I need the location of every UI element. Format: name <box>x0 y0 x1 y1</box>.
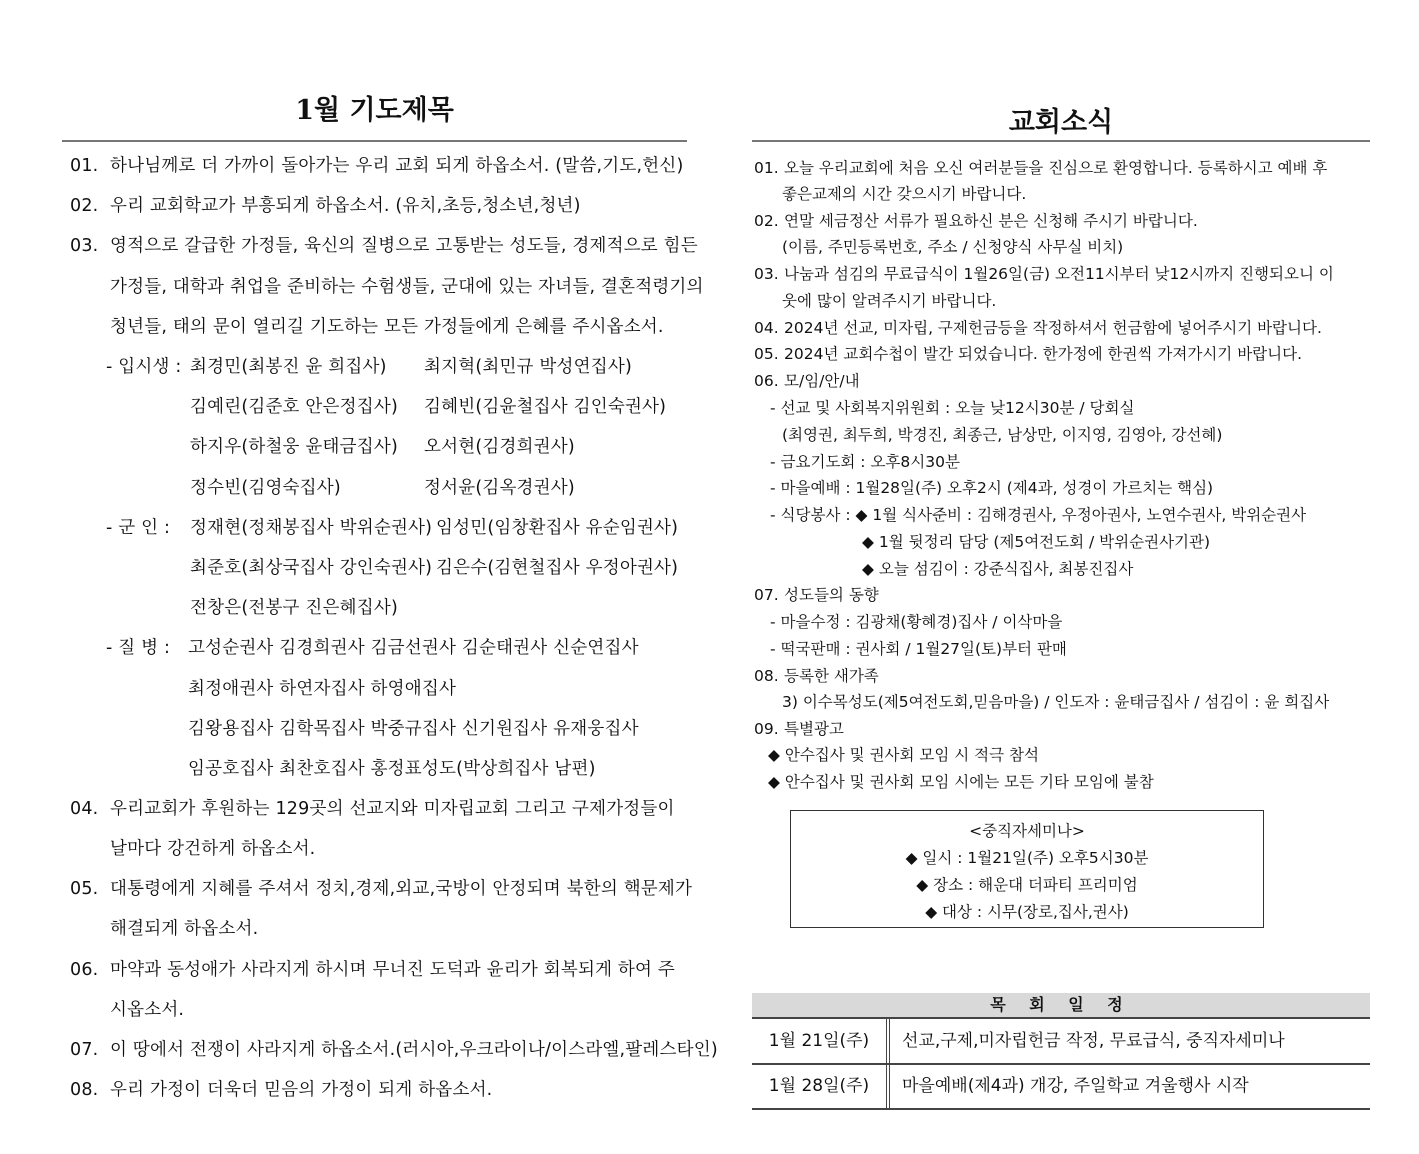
prayer-title-rule <box>62 140 687 142</box>
news-line: - 금요기도회 : 오후8시30분 <box>770 453 960 471</box>
news-line: 02. 연말 세금정산 서류가 필요하신 분은 신청해 주시기 바랍니다. <box>754 212 1198 230</box>
news-line: 좋은교제의 시간 갖으시기 바랍니다. <box>782 185 1027 203</box>
name-entry: 최준호(최상국집사 강인숙권사) <box>190 558 433 578</box>
news-line: ◆ 안수집사 및 권사회 모임 시에는 모든 기타 모임에 불참 <box>768 773 1154 791</box>
news-line: - 선교 및 사회복지위원회 : 오늘 낮12시30분 / 당회실 <box>770 399 1135 417</box>
news-line: 01. 오늘 우리교회에 처음 오신 여러분들을 진심으로 환영합니다. 등록하시고 예배 후 <box>754 159 1328 177</box>
sick-names: 김왕용집사 김학목집사 박중규집사 신기원집사 유재웅집사 <box>188 719 639 739</box>
name-entry: 최지혁(최민규 박성연집사) <box>424 357 632 377</box>
sick-names: 최정애권사 하연자집사 하영애집사 <box>188 679 457 699</box>
news-line: 04. 2024년 선교, 미자립, 구제헌금등을 작정하셔서 헌금함에 넣어주시기 바랍니다. <box>754 319 1322 337</box>
exam-label: - 입시생 : <box>106 357 182 377</box>
prayer-item: 06. 마약과 동성애가 사라지게 하시며 무너진 도덕과 윤리가 회복되게 하여 주 <box>70 960 676 980</box>
news-line: 웃에 많이 알려주시기 바랍니다. <box>782 292 997 310</box>
seminar-title: <중직자세미나> <box>969 822 1085 840</box>
prayer-item: 해결되게 하옵소서. <box>110 919 259 939</box>
news-title: 교회소식 <box>1008 107 1114 138</box>
news-line: - 마을수정 : 김광채(황혜경)집사 / 이삭마을 <box>770 613 1063 631</box>
news-line: (이름, 주민등록번호, 주소 / 신청양식 사무실 비치) <box>782 238 1124 256</box>
prayer-item: 청년들, 태의 문이 열리길 기도하는 모든 가정들에게 은혜를 주시옵소서. <box>110 317 664 337</box>
name-entry: 임성민(임창환집사 유순임권사) <box>436 518 679 538</box>
sick-names: 임공호집사 최찬호집사 홍정표성도(박상희집사 남편) <box>188 759 596 779</box>
name-entry: 정재현(정채봉집사 박위순권사) <box>190 518 433 538</box>
prayer-item: 04. 우리교회가 후원하는 129곳의 선교지와 미자립교회 그리고 구제가정들이 <box>70 799 675 819</box>
schedule-row <box>752 1019 1370 1065</box>
prayer-item: 시옵소서. <box>110 1000 185 1020</box>
prayer-item: 가정들, 대학과 취업을 준비하는 수험생들, 군대에 있는 자녀들, 결혼적령기의 <box>110 277 704 297</box>
name-entry: 하지우(하철웅 윤태금집사) <box>190 437 398 457</box>
seminar-line: ◆ 일시 : 1월21일(주) 오후5시30분 <box>905 849 1149 867</box>
news-line: 09. 특별광고 <box>754 720 844 738</box>
prayer-item: 02. 우리 교회학교가 부흥되게 하옵소서. (유치,초등,청소년,청년) <box>70 196 581 216</box>
prayer-item: 03. 영적으로 갈급한 가정들, 육신의 질병으로 고통받는 성도들, 경제적으로 힘든 <box>70 236 698 256</box>
news-line: 06. 모/임/안/내 <box>754 372 860 390</box>
name-entry: 오서현(김경희권사) <box>424 437 575 457</box>
news-line: 07. 성도들의 동향 <box>754 586 879 604</box>
seminar-box <box>790 810 1264 928</box>
schedule-date: 1월 21일(주) <box>752 1019 890 1063</box>
news-line: 05. 2024년 교회수첩이 발간 되었습니다. 한가정에 한권씩 가져가시기 바랍니다. <box>754 345 1303 363</box>
seminar-line: ◆ 장소 : 해운대 더파티 프리미엄 <box>916 876 1138 894</box>
prayer-item: 05. 대통령에게 지혜를 주셔서 정치,경제,외교,국방이 안정되며 북한의 핵문제가 <box>70 879 693 899</box>
news-line: - 마을예배 : 1월28일(주) 오후2시 (제4과, 성경이 가르치는 핵심) <box>770 479 1214 497</box>
news-line: 08. 등록한 새가족 <box>754 667 879 685</box>
news-line: 3) 이수목성도(제5여전도회,믿음마을) / 인도자 : 윤태금집사 / 섬김이 : 윤 희집사 <box>782 693 1330 711</box>
name-entry: 김은수(김현철집사 우정아권사) <box>436 558 679 578</box>
news-line: ◆ 오늘 섬김이 : 강준식집사, 최봉진집사 <box>862 560 1134 578</box>
name-entry: 김혜빈(김윤철집사 김인숙권사) <box>424 397 667 417</box>
news-line: - 떡국판매 : 권사회 / 1월27일(토)부터 판매 <box>770 640 1067 658</box>
schedule-date: 1월 28일(주) <box>752 1064 890 1108</box>
prayer-title: 1월 기도제목 <box>295 95 454 126</box>
name-entry: 정서윤(김옥경권사) <box>424 478 575 498</box>
name-entry: 전창은(전봉구 진은혜집사) <box>190 598 398 618</box>
sick-names: 고성순권사 김경희권사 김금선권사 김순태권사 신순연집사 <box>188 638 639 658</box>
news-title-rule <box>752 140 1370 142</box>
sick-label: - 질 병 : <box>106 638 171 658</box>
schedule-header: 목 회 일 정 <box>752 993 1370 1019</box>
news-line: (최영권, 최두희, 박경진, 최종근, 남상만, 이지영, 김영아, 강선혜) <box>782 426 1223 444</box>
name-entry: 정수빈(김영숙집사) <box>190 478 341 498</box>
seminar-line: ◆ 대상 : 시무(장로,집사,권사) <box>925 903 1129 921</box>
schedule-text: 마을예배(제4과) 개강, 주일학교 겨울행사 시작 <box>902 1076 1249 1096</box>
prayer-item: 07. 이 땅에서 전쟁이 사라지게 하옵소서.(러시아,우크라이나/이스라엘,팔레스타인) <box>70 1040 718 1060</box>
news-line: ◆ 1월 뒷정리 담당 (제5여전도회 / 박위순권사기관) <box>862 533 1211 551</box>
army-label: - 군 인 : <box>106 518 171 538</box>
name-entry: 최경민(최봉진 윤 희집사) <box>190 357 387 377</box>
news-line: 03. 나눔과 섬김의 무료급식이 1월26일(금) 오전11시부터 낮12시까지 진행되오니 이 <box>754 265 1334 283</box>
prayer-item: 01. 하나님께로 더 가까이 돌아가는 우리 교회 되게 하옵소서. (말씀,기도,헌신) <box>70 156 684 176</box>
prayer-item: 날마다 강건하게 하옵소서. <box>110 839 316 859</box>
name-entry: 김예린(김준호 안은정집사) <box>190 397 398 417</box>
news-line: - 식당봉사 : ◆ 1월 식사준비 : 김해경권사, 우정아권사, 노연수권사, 박위순권사 <box>770 506 1307 524</box>
prayer-item: 08. 우리 가정이 더욱더 믿음의 가정이 되게 하옵소서. <box>70 1080 493 1100</box>
news-line: ◆ 안수집사 및 권사회 모임 시 적극 참석 <box>768 746 1040 764</box>
schedule-text: 선교,구제,미자립헌금 작정, 무료급식, 중직자세미나 <box>902 1031 1285 1051</box>
schedule-row <box>752 1064 1370 1110</box>
